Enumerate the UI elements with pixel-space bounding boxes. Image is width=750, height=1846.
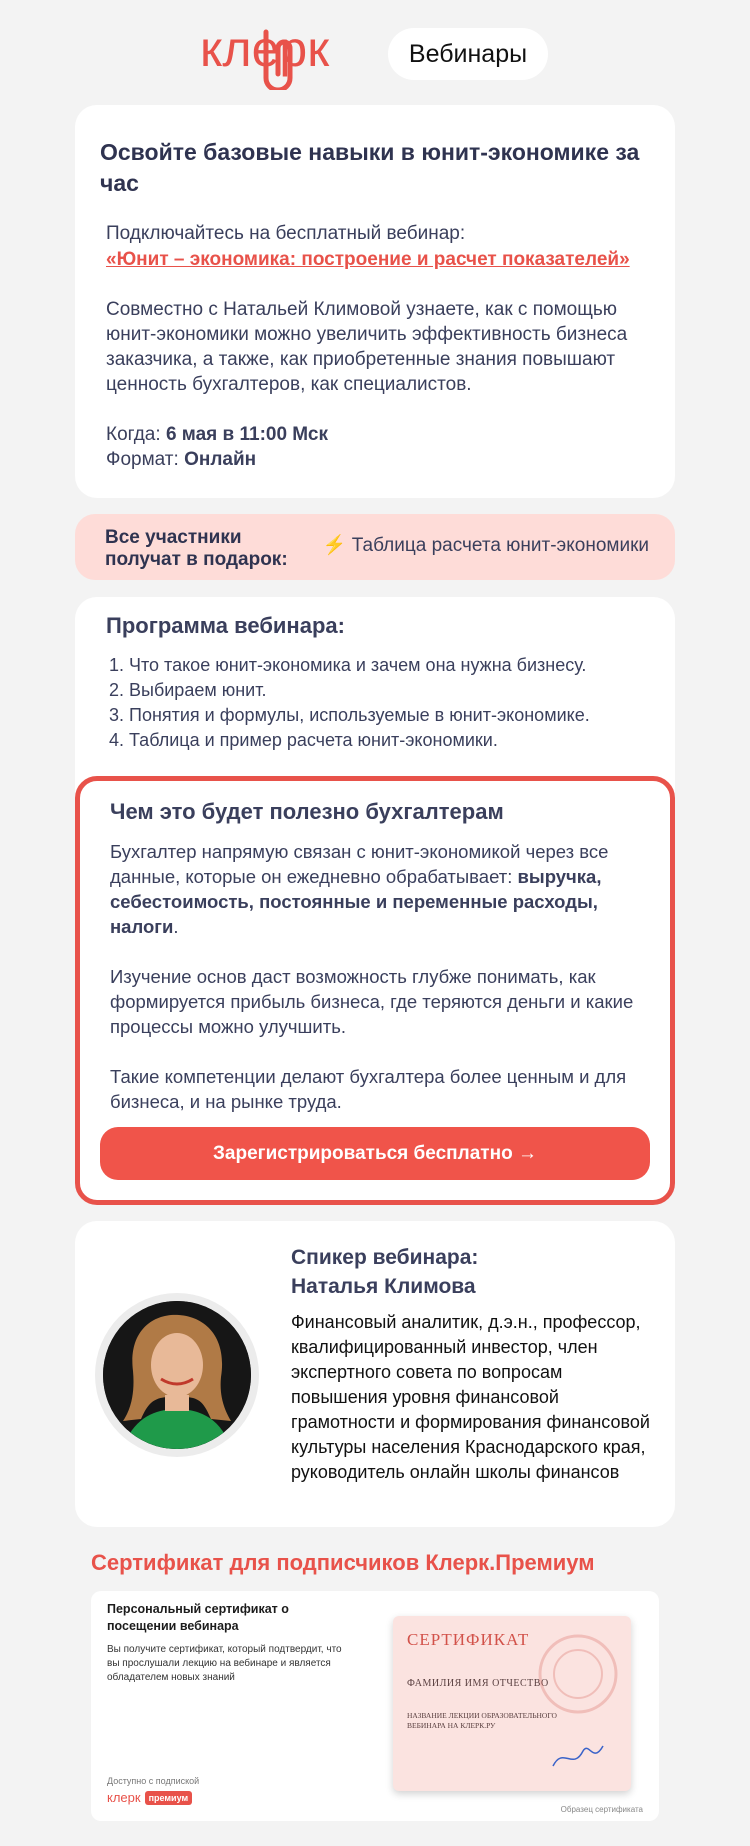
- stamp-icon: [533, 1624, 623, 1734]
- benefit-p1-end: .: [173, 916, 179, 937]
- gift-banner: [75, 514, 675, 580]
- format-line: [106, 447, 650, 472]
- benefit-paragraph-3: Такие компетенции делают бухгалтера более ценным и для бизнеса, и на рынке труда.: [110, 1066, 627, 1112]
- certificate-card-title: Персональный сертификат о посещении вебинара: [107, 1602, 289, 1633]
- program-card: [75, 597, 675, 797]
- speaker-title: [291, 1243, 478, 1301]
- speaker-card: [75, 1221, 675, 1527]
- gift-label-line1: Все участники: [105, 527, 242, 548]
- program-item: 2. Выбираем юнит.: [129, 678, 675, 703]
- certificate-sample: [393, 1616, 631, 1791]
- register-button[interactable]: Зарегистрироваться бесплатно →: [100, 1127, 650, 1180]
- program-list: [106, 653, 675, 753]
- premium-logo-text: клерк: [107, 1790, 141, 1805]
- intro-description: Совместно с Натальей Климовой узнаете, как с помощью юнит-экономики можно увеличить эффективность бизнеса заказчика, а также, как приобретенные знания повышают ценность бухгалтеров, как специалистов.: [106, 299, 628, 395]
- premium-logo[interactable]: [107, 1790, 192, 1805]
- gift-item: ⚡ Таблица расчета юнит-экономики: [322, 535, 649, 556]
- speaker-title-line1: Спикер вебинара:: [291, 1246, 479, 1269]
- benefit-card: [75, 776, 675, 1205]
- intro-lead: Подключайтесь на бесплатный вебинар:: [106, 223, 466, 244]
- available-label: Доступно с подпиской: [107, 1776, 200, 1786]
- certificate-card: [91, 1591, 659, 1821]
- gift-label: [105, 527, 288, 571]
- intro-title: Освойте базовые навыки в юнит-экономике за час: [100, 139, 640, 196]
- webinars-badge[interactable]: Вебинары: [388, 28, 548, 80]
- logo-text: клерк: [200, 22, 330, 77]
- klerk-logo[interactable]: [200, 22, 365, 90]
- intro-card: [75, 105, 675, 498]
- premium-badge: премиум: [145, 1791, 193, 1805]
- certificate-paper-lecture: НАЗВАНИЕ ЛЕКЦИИ ОБРАЗОВАТЕЛЬНОГО ВЕБИНАРА НА КЛЕРК.РУ: [407, 1711, 557, 1730]
- when-label: Когда:: [106, 424, 161, 445]
- program-item: 4. Таблица и пример расчета юнит-экономики.: [129, 728, 675, 753]
- header: [0, 22, 750, 92]
- benefit-p1-start: Бухгалтер напрямую связан с юнит-экономикой через все данные, которые он ежедневно обрабатывает:: [110, 841, 609, 887]
- signature-icon: [543, 1726, 623, 1781]
- speaker-bio: Финансовый аналитик, д.э.н., профессор, квалифицированный инвестор, член экспертного совета по вопросам повышения уровня финансовой грамотности и формирования финансовой культуры населения Краснодарского края, руководитель онлайн школы финансов: [291, 1312, 650, 1482]
- program-title: Программа вебинара:: [106, 613, 345, 638]
- when-value: 6 мая в 11:00 Мск: [165, 424, 328, 445]
- certificate-paper-title: СЕРТИФИКАТ: [407, 1630, 530, 1649]
- program-item: 3. Понятия и формулы, используемые в юнит-экономике.: [129, 703, 675, 728]
- speaker-avatar: [95, 1293, 259, 1457]
- format-value: Онлайн: [184, 449, 257, 470]
- webinar-link[interactable]: «Юнит – экономика: построение и расчет показателей»: [106, 249, 630, 270]
- gift-label-line2: получат в подарок:: [105, 549, 288, 570]
- program-item: 1. Что такое юнит-экономика и зачем она нужна бизнесу.: [129, 653, 675, 678]
- benefit-paragraph-1: [110, 839, 645, 939]
- benefit-title: Чем это будет полезно бухгалтерам: [110, 799, 504, 824]
- sample-caption: Образец сертификата: [560, 1805, 643, 1814]
- benefit-p1-bold: выручка, себестоимость, постоянные и переменные расходы, налоги: [110, 866, 602, 937]
- speaker-photo: [103, 1301, 251, 1449]
- certificate-heading: Сертификат для подписчиков Клерк.Премиум: [91, 1550, 595, 1575]
- benefit-paragraph-2: Изучение основ даст возможность глубже понимать, как формируется прибыль бизнеса, где теряются деньги и какие процессы можно улучшить.: [110, 966, 634, 1037]
- speaker-name: Наталья Климова: [291, 1275, 476, 1298]
- format-label: Формат:: [106, 449, 179, 470]
- when-line: [106, 422, 650, 447]
- certificate-card-text: Вы получите сертификат, который подтвердит, что вы прослушали лекцию на вебинаре и является обладателем новых знаний: [107, 1644, 342, 1683]
- certificate-paper-name: ФАМИЛИЯ ИМЯ ОТЧЕСТВО: [407, 1678, 549, 1689]
